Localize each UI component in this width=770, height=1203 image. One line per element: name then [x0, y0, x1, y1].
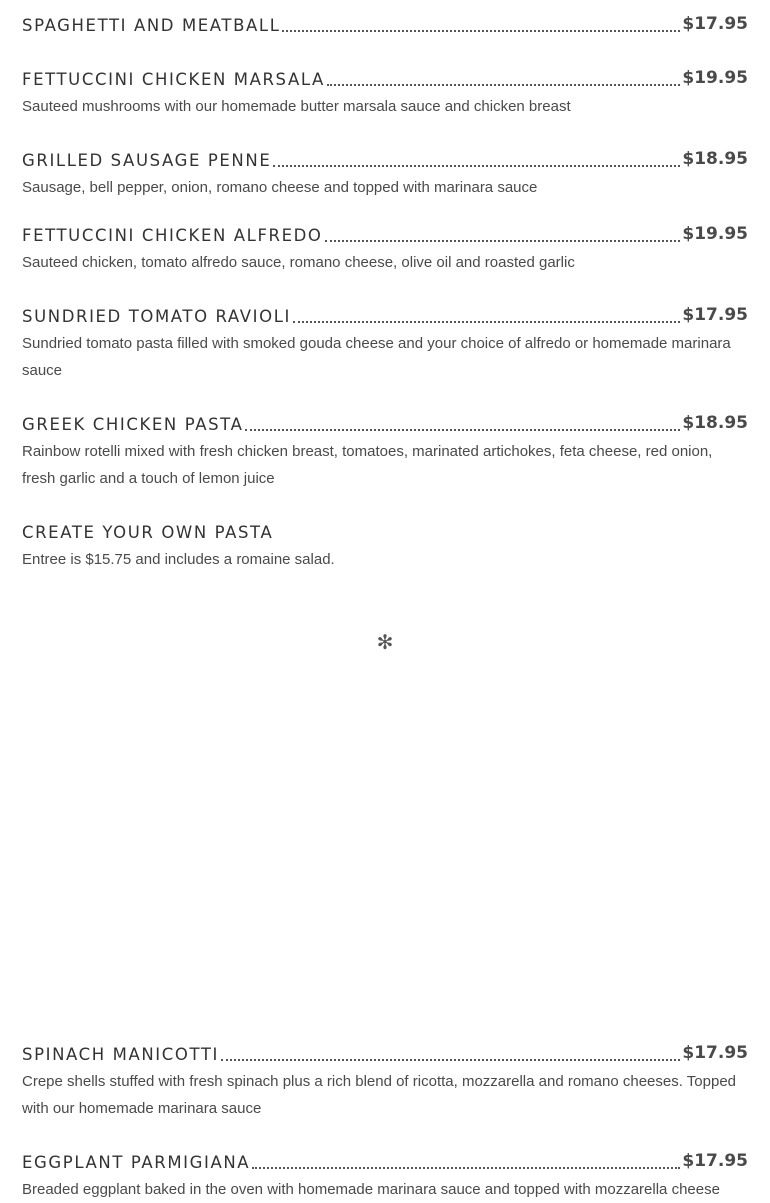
- menu-item-price: $19.95: [682, 224, 748, 244]
- menu-item-header: [22, 415, 748, 439]
- menu-item-header: [22, 523, 748, 547]
- menu-item: [22, 151, 748, 201]
- menu-item: [22, 226, 748, 276]
- menu-item-header: [22, 16, 748, 40]
- dot-leader: [245, 429, 680, 431]
- menu-item: [22, 70, 748, 120]
- menu-item-name: FETTUCCINI CHICKEN ALFREDO: [22, 226, 323, 245]
- dot-leader: [273, 165, 680, 167]
- menu-item-header: [22, 226, 748, 250]
- menu-item-name: SPAGHETTI AND MEATBALL: [22, 16, 281, 35]
- menu-item-price: $17.95: [682, 305, 748, 325]
- menu-item-header: [22, 307, 748, 331]
- menu-item: [22, 415, 748, 492]
- menu-item-price: $18.95: [682, 413, 748, 433]
- menu-item-name: GRILLED SAUSAGE PENNE: [22, 151, 272, 170]
- dot-leader: [252, 1167, 680, 1169]
- menu-item-description: Sausage, bell pepper, onion, romano cheese and topped with marinara sauce: [22, 179, 538, 196]
- menu-item-name: GREEK CHICKEN PASTA: [22, 415, 244, 434]
- menu-item-price: $18.95: [682, 149, 748, 169]
- menu-item-header: [22, 1153, 748, 1177]
- menu-item-price: $17.95: [682, 14, 748, 34]
- menu-item: [22, 16, 748, 40]
- menu-item-description: Sauteed mushrooms with our homemade butter marsala sauce and chicken breast: [22, 98, 571, 115]
- dot-leader: [221, 1059, 680, 1061]
- menu-item: [22, 523, 748, 573]
- menu-item-name: EGGPLANT PARMIGIANA: [22, 1153, 251, 1172]
- menu-item-name: SUNDRIED TOMATO RAVIOLI: [22, 307, 291, 326]
- dot-leader: [282, 30, 680, 32]
- menu-item-price: $19.95: [682, 68, 748, 88]
- menu-item-description: Entree is $15.75 and includes a romaine salad.: [22, 551, 335, 568]
- menu-item-name: CREATE YOUR OWN PASTA: [22, 523, 274, 542]
- menu-item-header: [22, 70, 748, 94]
- dot-leader: [293, 321, 680, 323]
- menu-item-description: Breaded eggplant baked in the oven with homemade marinara sauce and topped with mozzarella cheese: [22, 1181, 720, 1198]
- menu-item-name: FETTUCCINI CHICKEN MARSALA: [22, 70, 325, 89]
- menu-item-description: Sundried tomato pasta filled with smoked gouda cheese and your choice of alfredo or homemade marinara sauce: [22, 335, 731, 379]
- menu-item: [22, 1045, 748, 1122]
- dot-leader: [325, 240, 681, 242]
- dot-leader: [327, 84, 681, 86]
- menu-item-name: SPINACH MANICOTTI: [22, 1045, 219, 1064]
- menu-item-description: Rainbow rotelli mixed with fresh chicken breast, tomatoes, marinated artichokes, feta cheese, red onion, fresh garlic and a touch of lemon juice: [22, 443, 713, 487]
- menu-item-price: $17.95: [682, 1151, 748, 1171]
- menu-item-header: [22, 1045, 748, 1069]
- menu-item: [22, 307, 748, 384]
- menu-item-description: Sauteed chicken, tomato alfredo sauce, romano cheese, olive oil and roasted garlic: [22, 254, 575, 271]
- menu-item: [22, 1153, 748, 1203]
- asterisk-divider-icon: ✻: [376, 630, 394, 654]
- menu-item-description: Crepe shells stuffed with fresh spinach plus a rich blend of ricotta, mozzarella and romano cheeses. Topped with our homemade marinara sauce: [22, 1073, 737, 1117]
- menu-item-header: [22, 151, 748, 175]
- menu-item-price: $17.95: [682, 1043, 748, 1063]
